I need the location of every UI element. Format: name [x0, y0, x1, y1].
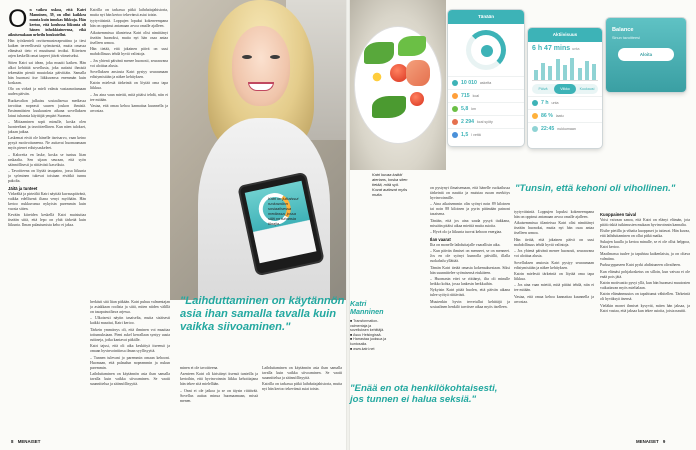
sleep-total — [528, 42, 602, 52]
salad-tomato — [410, 92, 424, 106]
photo-caption-salad — [372, 172, 410, 197]
bio-box — [350, 300, 390, 351]
body-paragraph: Laihduttaminen on käytännön asia ihan samalla tavalla kuin vaikka siivoaminen. Se vaatii suunnittelua ja säännöllisyyttä. — [90, 371, 170, 386]
body-paragraph: Voisi vaivaan sanoa, että Katri on elänyt elämän, jota pitää riskiä tutkimusten mukaan hyvinvoinnin kannalta. — [600, 217, 690, 227]
stat-value: 22:45 — [541, 126, 555, 132]
subheading: Kuoppainen taival — [600, 212, 637, 217]
salad-leaf — [398, 36, 426, 56]
food-icon — [452, 119, 458, 125]
body-paragraph: Vieläkin monet ihmiset kysyvät, miten hän jaksaa, ja Katri vastaa, että jaksaa kun tekee asioita, joista nauttii. — [600, 303, 690, 313]
stat-value: 2 294 — [461, 119, 474, 125]
app-stat-row — [528, 122, 602, 135]
left-column-1 — [8, 8, 86, 434]
body-paragraph: Ruokavalion julkaisu sosiaalisessa mediassa tavoittaa nopeasti suuren joukon ihmisiä. Ensimmäisten kuukausien aikana sovelluksen latasi tuhansia käyttäjiä ympäri Suomea. — [8, 98, 86, 118]
stat-unit: km — [471, 107, 477, 111]
bio-line: ■ www.katri.net — [350, 346, 375, 351]
body-paragraph: Laskemat eivät ole hänelle itseisarvo, vaan keino pysyä motivoituneena. Ne auttavat huomaamaan myös pienet edistysaskeleet. — [8, 136, 86, 151]
sleep-value: 6 h 47 mins — [532, 45, 571, 52]
salad-egg — [368, 68, 386, 86]
photo-salad-plate — [350, 0, 446, 170]
app-screen-today — [448, 10, 524, 146]
sleep-bar — [548, 66, 552, 80]
stat-unit: laatu — [555, 114, 564, 118]
body-paragraph: – Aina aikaisemmin olin syönyt noin 89 kiloinen tai noin 88 kiloinen ja pyrin pitämään painoni tasaisena. — [430, 202, 510, 217]
body-paragraph: Hän työskenteli ravitsemusterapeuttina ja tiesi kaiken terveellisestä syömisestä, mutta omassa elämässä tieto ei muuttunut teoiksi. Kiireisen arjen keskellä omat tarpeet jäivät viimeiseksi. — [8, 39, 86, 59]
stat-unit: nukkumaan — [557, 127, 576, 131]
center-column — [180, 366, 258, 434]
app3-title: Balance — [612, 27, 634, 33]
period-tabs[interactable] — [532, 84, 598, 94]
body-paragraph: Purkuryppaseen Katri pyrki ahdistuneen olivaiheen. — [600, 263, 681, 268]
footer-right — [636, 439, 668, 444]
photo-woman-with-phone — [170, 0, 346, 300]
body-paragraph: Katrin mielestä tärkeintä on löytää oma tapa liikkua. — [90, 81, 168, 91]
body-paragraph: Hän tietää, että jokainen päivä on uusi mahdollisuus tehdä hyviä valintoja. — [90, 47, 168, 57]
app3-subtitle: Sinun tavoitteesi — [612, 36, 640, 40]
body-paragraph: Sovelluksen ansiosta Katri pystyy seuraamaan edistymistään ja näkee kehityksen. — [514, 260, 594, 270]
water-icon — [452, 132, 458, 138]
body-paragraph: – Ulkoisesti näytin tasaiselta, mutta sisäisesti kaikki muuttui, Katri kertoo. — [90, 316, 170, 326]
star-icon — [532, 113, 538, 119]
tab-week[interactable]: Viikko — [554, 84, 576, 94]
sleep-bar — [578, 68, 582, 81]
sleep-bar — [563, 65, 567, 80]
left-column-2-upper — [90, 8, 168, 296]
left-column-2 — [90, 300, 170, 434]
app-screen-activity — [528, 28, 602, 148]
stat-value: 5,8 — [461, 106, 469, 112]
sleep-bar — [585, 61, 589, 80]
activity-ring — [466, 30, 506, 70]
body-paragraph: – Jos yhtenä päivänä menee huonosti, seuraavana voi aloittaa alusta. — [514, 249, 594, 259]
app-stat-row — [448, 102, 524, 115]
middle-right-column-b — [514, 210, 594, 434]
center-column-2 — [262, 366, 342, 434]
bio-line: ■ Transformation-valmentaja ja sovelluksen kehittäjä. — [350, 319, 385, 333]
body-paragraph: Nykyisin Katri pitää huolen, että päivän aikana tulee syötyä riittävästi. — [430, 288, 510, 298]
caption-text: Katri kuvaa kaikki aterians, koska siten tietää, mitä syö. Kuvat auttavat myös muita. — [372, 172, 408, 197]
app-stat-row — [448, 128, 524, 141]
app-stat-row — [448, 89, 524, 102]
body-paragraph: tyytyväisintä. Loppujen lopuksi kokeneempana hän on oppinut antamaan arvoa omalle ajalleen. — [514, 210, 594, 219]
app-title-bar: Tänään — [448, 10, 524, 24]
app-title-bar: Aktiivisuus — [528, 28, 602, 42]
body-paragraph: Kun elämäsi pohjakosketus on silloin, kun vaivaa ei ole enää pois jätä. — [600, 269, 690, 279]
stat-value: 715 — [461, 93, 470, 99]
stat-unit: unta — [551, 101, 559, 105]
body-paragraph: Maailmassa tuulee ja tapahtuu kaikenlaista, ja on oltava valmiina. — [600, 251, 690, 261]
caption-text: Katri on julkaissut ruokavalion sosiaalisessa mediassa, jossa sillä on tuhansia tilaajia. — [268, 196, 299, 226]
body-paragraph: Katrilla on tarkassa pitkä laihduttajahistoria, mutta nyt hän kertoo tekevänsä asiat toisin. — [262, 382, 342, 392]
sleep-bar — [534, 70, 538, 80]
sleep-bar — [556, 59, 560, 80]
bed-icon — [532, 126, 538, 132]
body-paragraph: Elsihe pietilla ja vihaita kuoppaset ja taitavat. Hän kuvaa, että laihduttaminen on ollut pitkä matka. — [600, 228, 690, 238]
flame-icon — [452, 93, 458, 99]
body-paragraph: Hän tietää, että jokainen päivä on uusi mahdollisuus tehdä hyviä valintoja. — [514, 237, 594, 247]
magazine-name: MENAISET — [636, 439, 659, 444]
steps-icon — [452, 80, 458, 86]
body-paragraph: Sukujen kuulla ja kertoa minulle, se ei ole ollut helppoa, Katri kertoo. — [600, 240, 690, 250]
tab-day[interactable]: Päivä — [538, 87, 548, 91]
body-paragraph: Katrin motivaatio pysyi yllä, kun hän huomasi muutosten vaikuttavan myös mielialaan. — [600, 280, 690, 290]
salad-leaf — [364, 42, 394, 64]
body-paragraph: Kevään kiireiden keskellä Katri muistuttaa itseään siitä, että lepo on yhtä tärkeää kuin liikunta. Ilman palautumista keho ei jaksa. — [8, 213, 86, 228]
sleep-bar — [541, 63, 545, 81]
subheading: Jäitä ja tunteet — [8, 186, 38, 192]
lead-paragraph: n vaikea uskoa, että Katri Manninen, 39, on ollut kaikkea muuta kuin innokas liikkuja. Hän kertoo, että koulussa liikunta oli hänen inhokkiaineensa, eikä aikuisenakaan urheilu houkutellut. — [8, 8, 86, 37]
pull-quote-small: "Tunsin, että kehoni oli vihollinen." — [515, 183, 676, 194]
body-paragraph: – Mittaaminen sopii minulle, koska olen luonteeltani ja tavoitteellinen. Kun näen tulokset, jaksan jatkaa. — [8, 119, 86, 134]
app-stat-row — [448, 115, 524, 128]
body-paragraph: – Tunnen tulevani jo paremmin omaan kehooni. Huomaan, että palaudun nopeammin ja nukun paremmin. — [90, 355, 170, 370]
photo-eye — [242, 55, 252, 59]
body-paragraph: herkästi sitä liian pitkään. Katri puhuu valmentajan ja asiakkaan roolista ja siitä, miten niiden välillä on tasapainoiltava arjessa. — [90, 300, 170, 314]
body-paragraph: – Tavoitteena on löytää tasapaino, jossa liikunta ja syöminen tukevat toisiaan eivätkä tunnu pakolta. — [8, 169, 86, 184]
page-number: 8 — [11, 439, 14, 444]
body-paragraph: Tärkein ymmärrys oli, että ihminen voi muuttaa tottumuksiaan. Pieni askel kerrallaan syntyy uusia rutiineja, jotka kantavat pitkälle. — [90, 327, 170, 342]
stat-value: 86 % — [541, 113, 553, 119]
body-paragraph: Vastaa, että omaa kehoa kannattaa kuunnella ja arvostaa. — [90, 104, 168, 114]
pull-quote-big: "Laihduttaminen on käytännön asia ihan samalla tavalla kuin vaikka siivoaminen." — [180, 295, 345, 333]
stat-value: 7 h — [541, 100, 549, 106]
body-paragraph: Aikaisemmissa tilanteissa Katri olisi nimittänyt itseään huonoksi, mutta nyt hän osaa antaa itselleen armoa. — [90, 30, 168, 45]
body-paragraph: Asenteen Katri oli kiristänyt itsensä tunteilla ja kertoihin, että hyvinvoinnin liikku kehoittajana hän tekee sitä mielellään. — [180, 372, 258, 387]
stat-unit: kcal syöty — [476, 120, 493, 124]
body-paragraph: minen ei ole tavoitteena. — [180, 366, 219, 370]
body-paragraph: Sovelluksen ansiosta Katri pystyy seuraamaan edistymistään ja näkee kehityksen. — [90, 69, 168, 79]
body-paragraph: – Jos yhtenä päivänä menee huonosti, seuraavana voi aloittaa alusta. — [90, 58, 168, 68]
photo-face — [232, 26, 290, 106]
body-paragraph: – Jos aina vaan miettii, mitä pitäisi tehdä, niin ei tee mitään. — [90, 92, 168, 102]
photo-caption-woman — [268, 196, 302, 226]
sleep-unit: unta — [572, 47, 580, 51]
drop-cap: O — [8, 8, 28, 33]
body-paragraph: – Kun päivän ihmiset on menneet, se on menneet. Jos en ole syönyt kunnolla päivällä, illalla ruokahalu yllättää. — [430, 249, 510, 264]
body-paragraph: on pystynyt ilmaisemaan, että hänelle ruokailussa tärkeintä on nauttia ja muistaa ruoan merkitys hyvinvoinnille. — [430, 186, 510, 200]
body-paragraph: Muutenkin hyvin tervetullut kehittäjä ja sosiaalinen henkilö tarvitsee aikaa myös itselleen. — [430, 299, 510, 309]
salad-leaf — [372, 96, 406, 118]
stat-value: 10 010 — [461, 80, 477, 86]
body-paragraph: Tänään, että jos aina saada pysyä tiukkana, missään pitäisi aikaa miettiä muita asioita. — [430, 218, 510, 228]
body-paragraph: Vastaa, että omaa kehoa kannattaa kuunnella ja arvostaa. — [514, 294, 594, 304]
body-paragraph: Katrin elämänmuutos on tapahtunut vähitellen. Tärkeintä oli hyväksyä itsensä. — [600, 292, 690, 302]
moon-icon — [532, 100, 538, 106]
subheading: Ilan vaarat — [430, 237, 451, 243]
app-stat-row — [528, 109, 602, 122]
bio-line: ■ Harrastaa juoksua ja kuntosalia. — [350, 337, 387, 346]
body-paragraph: – Onni ei ole jatkoa ja se on täysin riittävää. Sovellus auttaa minua huomaamaan, missä menen. — [180, 388, 258, 403]
body-paragraph: – Kaloreita en laske, koska se tuntuu liian raskaalta. Sen sijaan seuraan, että syön säännöllisesti ja riittävästi kasviksia. — [8, 152, 86, 167]
body-paragraph: Katri tajusi, että oli aika keskittyä itseensä ja omaan hyvinvointiinsa ilman syyllisyyttä. — [90, 344, 170, 354]
sleep-bar-chart — [532, 55, 598, 81]
app-screen-balance — [606, 18, 686, 92]
stat-unit: kcal — [472, 94, 480, 98]
sleep-bar — [570, 58, 574, 81]
body-paragraph: Tämän Katri tietää omasta kokemuksestaan. Siksi hän suunnittelee syömisensä etukäteen. — [430, 265, 510, 275]
walk-icon — [481, 45, 493, 57]
pull-quote-bottom: "Enää en ota henkilökohtaisesti, jos tunnen ei halua seksiä." — [350, 383, 498, 405]
body-paragraph: Aikaisemmissa tilanteissa Katri olisi nimittänyt itseään huonoksi, mutta nyt hän osaa antaa itselleen armoa. — [514, 221, 594, 236]
magazine-name: MENAISET — [17, 439, 41, 444]
app-stat-row — [528, 96, 602, 109]
app-stat-row — [448, 76, 524, 89]
right-column — [600, 210, 690, 434]
bio-line: ■ Asuu Helsingissä. — [350, 332, 382, 337]
bio-name: Katri Manninen — [350, 299, 384, 316]
body-paragraph: Ilta on monelle laihduttajalle vaarallisin aika. — [430, 242, 501, 247]
body-paragraph: Laihduttaminen on käytännön asia ihan samalla tavalla kuin vaikka siivoaminen. Se vaatii suunnittelua ja säännöllisyyttä. — [262, 366, 342, 380]
distance-icon — [452, 106, 458, 112]
tab-month[interactable]: Kuukausi — [579, 87, 595, 91]
stat-unit: askelta — [479, 81, 492, 85]
sleep-bar — [592, 64, 596, 80]
body-paragraph: tyytyväisintä. Loppujen lopuksi kokeneempana hän on oppinut antamaan arvoa omalle ajalleen. — [90, 19, 168, 29]
body-paragraph: Sitten Katri sai idean, joka muutti kaiken. Hän alkoi kehittää sovellusta, joka auttaisi ihmisiä tekemään pieniä muutoksia päivittäin. Samalla hän huomasi itse liikkuvansa enemmän kuin koskaan. — [8, 60, 86, 85]
stat-value: 1,5 — [461, 132, 469, 138]
body-paragraph: Virkeältä ja pirteältä Katri näyttää kuvauspäivänä, vaikka edellisenä iltana venyi myöhään. Hän kertoo nukkuvansa nykyisin paremmin kuin vuosia sitten. — [8, 191, 86, 211]
start-button[interactable]: Aloita — [618, 48, 674, 61]
body-paragraph: Olo on virkeä ja mieli valmis vastaanottamaan uuden päivän. — [8, 87, 86, 97]
footer-left — [8, 439, 40, 444]
body-paragraph: – Huomasin ettei se riittänyt, ilta oli minulle heikko kohta, jossa lankesin herkkuihin. — [430, 276, 510, 286]
body-paragraph: Katrilla on tarkassa pitkä laihduttajahistoria, mutta nyt hän kertoo tekevänsä asiat toisin. — [90, 8, 168, 17]
body-paragraph: Katrin mielestä tärkeintä on löytää oma tapa liikkua. — [514, 271, 594, 281]
photo-eye — [270, 55, 280, 59]
stat-unit: l vettä — [471, 133, 481, 137]
body-paragraph: – Jos aina vaan miettii, mitä pitäisi tehdä, niin ei tee mitään. — [514, 283, 594, 293]
salad-salmon — [406, 60, 430, 86]
page-number: 9 — [662, 439, 666, 444]
body-paragraph: – Hyvä olo ja liikunta tuovat kehoon energiaa. — [430, 230, 503, 235]
